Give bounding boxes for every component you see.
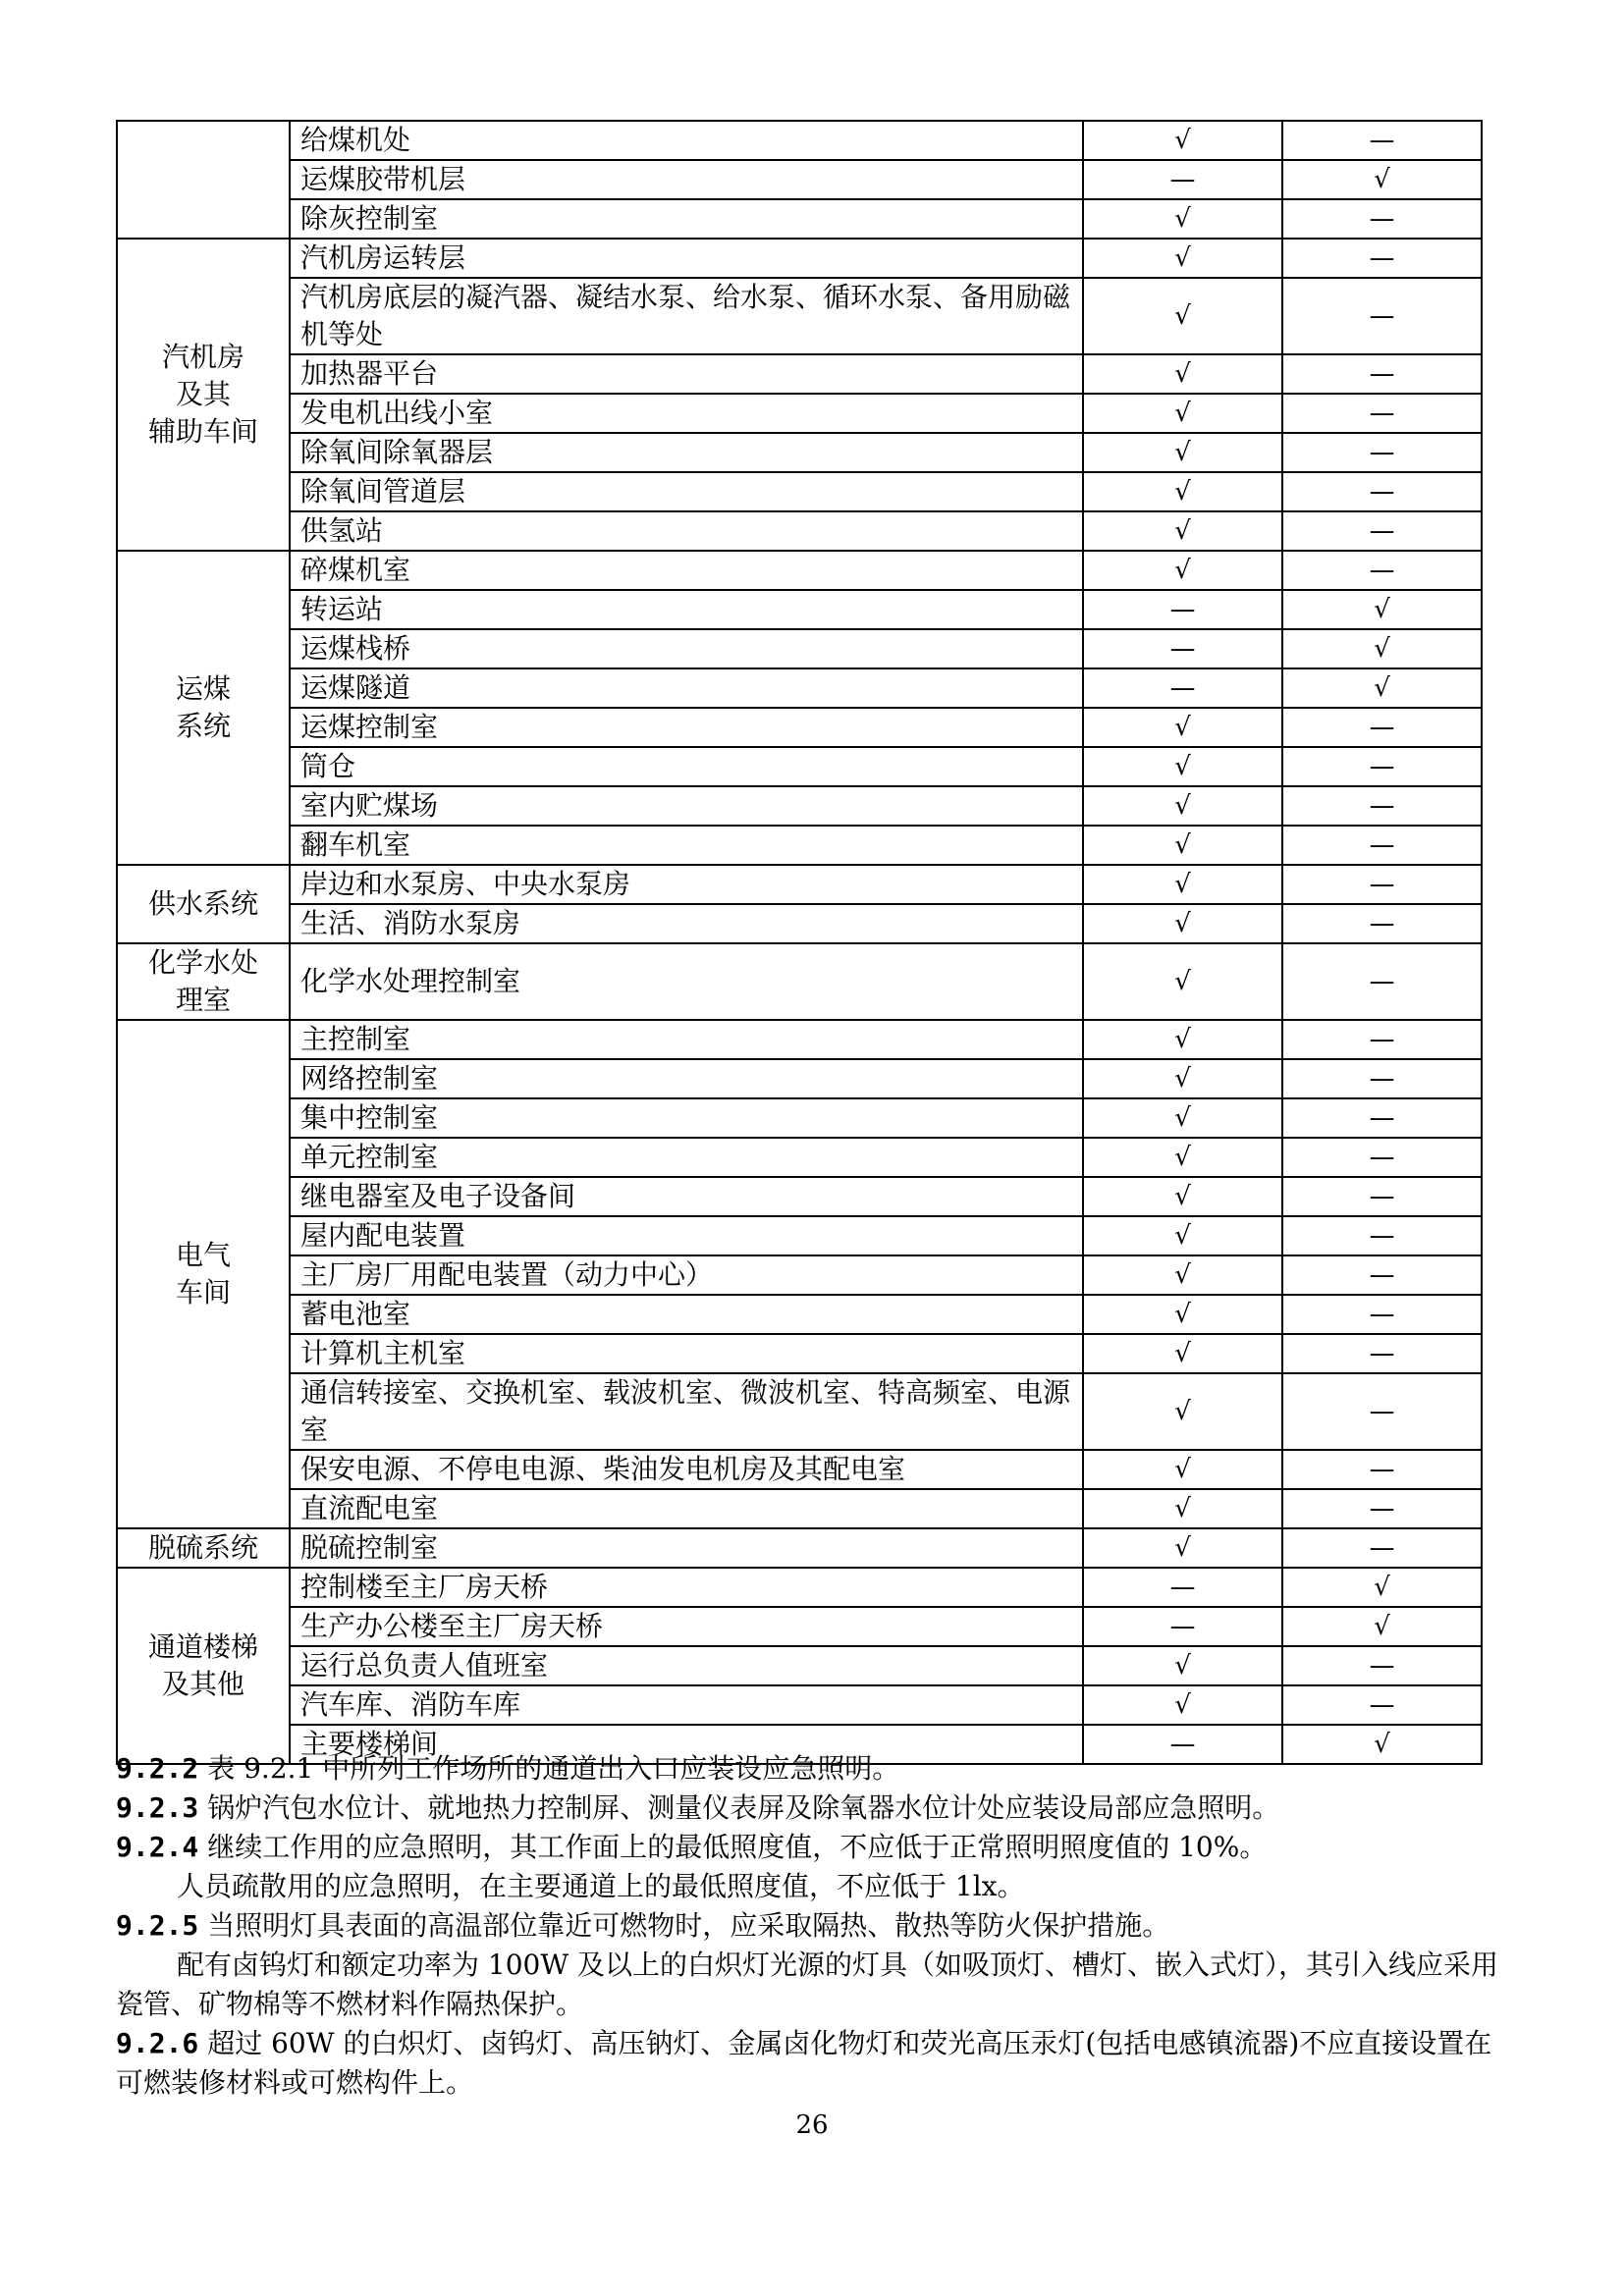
normal-mark-cell: √ <box>1083 747 1282 786</box>
normal-mark-cell: — <box>1083 1725 1282 1764</box>
emergency-mark-cell: — <box>1282 786 1482 826</box>
table-row <box>117 943 1482 1020</box>
emergency-mark-cell: √ <box>1282 629 1482 668</box>
emergency-mark-cell: — <box>1282 1685 1482 1725</box>
table-row <box>117 1059 1482 1098</box>
emergency-mark-cell: — <box>1282 239 1482 278</box>
location-cell: 除灰控制室 <box>290 199 1083 239</box>
table-row <box>117 590 1482 629</box>
clause-9-2-5 <box>116 1906 1510 1946</box>
location-cell: 直流配电室 <box>290 1489 1083 1528</box>
table-row <box>117 1568 1482 1607</box>
table-row <box>117 629 1482 668</box>
table-row <box>117 747 1482 786</box>
normal-mark-cell: √ <box>1083 278 1282 354</box>
clause-9-2-6 <box>116 2024 1510 2103</box>
emergency-mark-cell: — <box>1282 1059 1482 1098</box>
normal-mark-cell: — <box>1083 590 1282 629</box>
location-cell: 运行总负责人值班室 <box>290 1646 1083 1685</box>
table-row <box>117 160 1482 199</box>
normal-mark-cell: √ <box>1083 551 1282 590</box>
location-cell: 运煤胶带机层 <box>290 160 1083 199</box>
location-cell: 翻车机室 <box>290 826 1083 865</box>
location-cell: 主要楼梯间 <box>290 1725 1083 1764</box>
table-row <box>117 1334 1482 1373</box>
location-cell: 除氧间管道层 <box>290 472 1083 511</box>
group-label-line: 运煤 <box>175 672 231 705</box>
table-row <box>117 708 1482 747</box>
emergency-mark-cell: — <box>1282 1489 1482 1528</box>
location-cell: 碎煤机室 <box>290 551 1083 590</box>
table-row <box>117 394 1482 433</box>
table-row <box>117 786 1482 826</box>
location-cell: 生产办公楼至主厂房天桥 <box>290 1607 1083 1646</box>
emergency-mark-cell: — <box>1282 511 1482 551</box>
location-cell: 室内贮煤场 <box>290 786 1083 826</box>
clause-number: 9.2.2 <box>116 1752 199 1785</box>
emergency-mark-cell: — <box>1282 904 1482 943</box>
emergency-mark-cell: — <box>1282 394 1482 433</box>
emergency-mark-cell: √ <box>1282 160 1482 199</box>
clause-number: 9.2.6 <box>116 2027 199 2059</box>
location-cell: 主控制室 <box>290 1020 1083 1059</box>
location-cell: 除氧间除氧器层 <box>290 433 1083 472</box>
table-row <box>117 511 1482 551</box>
emergency-mark-cell: — <box>1282 708 1482 747</box>
table-row <box>117 433 1482 472</box>
emergency-mark-cell: — <box>1282 1528 1482 1568</box>
group-cell <box>117 1020 290 1528</box>
emergency-mark-cell: — <box>1282 1138 1482 1177</box>
group-cell <box>117 121 290 239</box>
normal-mark-cell: √ <box>1083 1216 1282 1255</box>
location-cell: 给煤机处 <box>290 121 1083 160</box>
table-row <box>117 278 1482 354</box>
clause-text: 继续工作用的应急照明，其工作面上的最低照度值，不应低于正常照明照度值的 10%。 <box>207 1831 1268 1863</box>
normal-mark-cell: √ <box>1083 433 1282 472</box>
normal-mark-cell: √ <box>1083 1373 1282 1450</box>
table-row <box>117 1685 1482 1725</box>
location-cell: 集中控制室 <box>290 1098 1083 1138</box>
normal-mark-cell: — <box>1083 629 1282 668</box>
normal-mark-cell: √ <box>1083 1177 1282 1216</box>
table-row <box>117 551 1482 590</box>
table-row <box>117 1177 1482 1216</box>
table-row <box>117 1255 1482 1295</box>
group-cell <box>117 943 290 1020</box>
table-row <box>117 1098 1482 1138</box>
normal-mark-cell: — <box>1083 1568 1282 1607</box>
location-cell: 化学水处理控制室 <box>290 943 1083 1020</box>
emergency-mark-cell: — <box>1282 826 1482 865</box>
location-cell: 蓄电池室 <box>290 1295 1083 1334</box>
location-cell: 汽车库、消防车库 <box>290 1685 1083 1725</box>
group-label-line: 化学水处 <box>147 946 258 979</box>
normal-mark-cell: √ <box>1083 1334 1282 1373</box>
normal-mark-cell: √ <box>1083 1489 1282 1528</box>
group-cell <box>117 1568 290 1764</box>
table-row <box>117 121 1482 160</box>
table-row <box>117 1646 1482 1685</box>
location-cell: 岸边和水泵房、中央水泵房 <box>290 865 1083 904</box>
table-row <box>117 472 1482 511</box>
location-cell: 汽机房底层的凝汽器、凝结水泵、给水泵、循环水泵、备用励磁机等处 <box>290 278 1083 354</box>
normal-mark-cell: √ <box>1083 1098 1282 1138</box>
group-cell <box>117 551 290 865</box>
normal-mark-cell: √ <box>1083 1255 1282 1295</box>
location-cell: 加热器平台 <box>290 354 1083 394</box>
emergency-mark-cell: — <box>1282 278 1482 354</box>
clause-text: 人员疏散用的应急照明，在主要通道上的最低照度值，不应低于 1lx。 <box>177 1870 1025 1902</box>
table-row <box>117 1216 1482 1255</box>
normal-mark-cell: √ <box>1083 511 1282 551</box>
normal-mark-cell: √ <box>1083 199 1282 239</box>
emergency-mark-cell: √ <box>1282 668 1482 708</box>
clause-9-2-3 <box>116 1789 1510 1828</box>
location-cell: 供氢站 <box>290 511 1083 551</box>
clause-text: 当照明灯具表面的高温部位靠近可燃物时，应采取隔热、散热等防火保护措施。 <box>207 1909 1170 1942</box>
normal-mark-cell: √ <box>1083 1685 1282 1725</box>
group-cell <box>117 1528 290 1568</box>
group-label-line: 电气 <box>175 1239 231 1271</box>
emergency-mark-cell: — <box>1282 1216 1482 1255</box>
table-row <box>117 1607 1482 1646</box>
table-row <box>117 199 1482 239</box>
group-label-line: 供水系统 <box>147 887 258 920</box>
clause-text: 配有卤钨灯和额定功率为 100W 及以上的白炽灯光源的灯具（如吸顶灯、槽灯、嵌入式灯），其引入线应采用瓷管、矿物棉等不燃材料作隔热保护。 <box>116 1949 1499 2020</box>
normal-mark-cell: √ <box>1083 354 1282 394</box>
location-cell: 运煤控制室 <box>290 708 1083 747</box>
emergency-mark-cell: — <box>1282 1255 1482 1295</box>
normal-mark-cell: — <box>1083 668 1282 708</box>
location-cell: 运煤隧道 <box>290 668 1083 708</box>
clause-number: 9.2.3 <box>116 1791 199 1824</box>
emergency-mark-cell: — <box>1282 1295 1482 1334</box>
normal-mark-cell: √ <box>1083 1020 1282 1059</box>
group-label-line: 及其他 <box>161 1668 244 1700</box>
normal-mark-cell: — <box>1083 1607 1282 1646</box>
clause-9-2-4 <box>116 1828 1510 1867</box>
normal-mark-cell: √ <box>1083 865 1282 904</box>
group-label-line: 脱硫系统 <box>147 1531 258 1564</box>
location-cell: 脱硫控制室 <box>290 1528 1083 1568</box>
emergency-mark-cell: — <box>1282 1646 1482 1685</box>
emergency-mark-cell: — <box>1282 1020 1482 1059</box>
normal-mark-cell: √ <box>1083 1059 1282 1098</box>
normal-mark-cell: √ <box>1083 472 1282 511</box>
normal-mark-cell: √ <box>1083 826 1282 865</box>
location-cell: 转运站 <box>290 590 1083 629</box>
clause-9-2-4-para2 <box>116 1867 1510 1906</box>
group-label-line: 辅助车间 <box>147 415 258 448</box>
location-cell: 屋内配电装置 <box>290 1216 1083 1255</box>
location-cell: 控制楼至主厂房天桥 <box>290 1568 1083 1607</box>
location-cell: 筒仓 <box>290 747 1083 786</box>
group-label-line: 汽机房 <box>161 341 244 373</box>
emergency-mark-cell: — <box>1282 1098 1482 1138</box>
emergency-mark-cell: √ <box>1282 1607 1482 1646</box>
location-cell: 通信转接室、交换机室、载波机室、微波机室、特高频室、电源室 <box>290 1373 1083 1450</box>
normal-mark-cell: √ <box>1083 121 1282 160</box>
group-label-line: 车间 <box>175 1276 231 1308</box>
emergency-mark-cell: √ <box>1282 1568 1482 1607</box>
table-row <box>117 1528 1482 1568</box>
clause-number: 9.2.4 <box>116 1831 199 1863</box>
normal-mark-cell: √ <box>1083 943 1282 1020</box>
emergency-mark-cell: — <box>1282 472 1482 511</box>
table-row <box>117 1489 1482 1528</box>
normal-mark-cell: √ <box>1083 1528 1282 1568</box>
clause-text: 超过 60W 的白炽灯、卤钨灯、高压钠灯、金属卤化物灯和荧光高压汞灯(包括电感镇流器)不应直接设置在可燃装修材料或可燃构件上。 <box>116 2027 1492 2099</box>
location-cell: 汽机房运转层 <box>290 239 1083 278</box>
table-row <box>117 1295 1482 1334</box>
emergency-mark-cell: — <box>1282 943 1482 1020</box>
location-cell: 发电机出线小室 <box>290 394 1083 433</box>
location-cell: 继电器室及电子设备间 <box>290 1177 1083 1216</box>
emergency-mark-cell: √ <box>1282 590 1482 629</box>
normal-mark-cell: — <box>1083 160 1282 199</box>
normal-mark-cell: √ <box>1083 708 1282 747</box>
clause-number: 9.2.5 <box>116 1909 199 1942</box>
normal-mark-cell: √ <box>1083 394 1282 433</box>
location-cell: 主厂房厂用配电装置（动力中心） <box>290 1255 1083 1295</box>
location-cell: 计算机主机室 <box>290 1334 1083 1373</box>
table-row <box>117 668 1482 708</box>
table-row <box>117 826 1482 865</box>
normal-mark-cell: √ <box>1083 1450 1282 1489</box>
clause-9-2-2 <box>116 1749 1510 1789</box>
emergency-mark-cell: — <box>1282 865 1482 904</box>
emergency-mark-cell: — <box>1282 1334 1482 1373</box>
clause-9-2-5-para2 <box>116 1946 1510 2024</box>
clause-text: 表 9.2.1 中所列工作场所的通道出入口应装设应急照明。 <box>207 1752 900 1785</box>
normal-mark-cell: √ <box>1083 1646 1282 1685</box>
emergency-mark-cell: — <box>1282 354 1482 394</box>
group-label-line: 系统 <box>175 710 231 742</box>
clause-text: 锅炉汽包水位计、就地热力控制屏、测量仪表屏及除氧器水位计处应装设局部应急照明。 <box>207 1791 1280 1824</box>
normal-mark-cell: √ <box>1083 1295 1282 1334</box>
emergency-mark-cell: — <box>1282 1373 1482 1450</box>
emergency-mark-cell: — <box>1282 1450 1482 1489</box>
location-cell: 运煤栈桥 <box>290 629 1083 668</box>
emergency-mark-cell: — <box>1282 199 1482 239</box>
location-cell: 单元控制室 <box>290 1138 1083 1177</box>
table-row <box>117 239 1482 278</box>
normal-mark-cell: √ <box>1083 786 1282 826</box>
emergency-mark-cell: — <box>1282 121 1482 160</box>
emergency-mark-cell: — <box>1282 433 1482 472</box>
table-row <box>117 1450 1482 1489</box>
normal-mark-cell: √ <box>1083 239 1282 278</box>
table-row <box>117 865 1482 904</box>
location-cell: 生活、消防水泵房 <box>290 904 1083 943</box>
emergency-mark-cell: — <box>1282 1177 1482 1216</box>
table-row <box>117 354 1482 394</box>
table-row <box>117 1020 1482 1059</box>
normal-mark-cell: √ <box>1083 1138 1282 1177</box>
table-row <box>117 1138 1482 1177</box>
location-cell: 网络控制室 <box>290 1059 1083 1098</box>
emergency-mark-cell: — <box>1282 551 1482 590</box>
emergency-mark-cell: — <box>1282 747 1482 786</box>
page-number: 26 <box>795 2110 829 2140</box>
group-cell <box>117 239 290 551</box>
group-label-line: 通道楼梯 <box>147 1630 258 1663</box>
group-label-line: 及其 <box>175 378 231 410</box>
group-label-line: 理室 <box>175 984 231 1016</box>
group-cell <box>117 865 290 943</box>
emergency-lighting-table <box>116 120 1483 1765</box>
location-cell: 保安电源、不停电电源、柴油发电机房及其配电室 <box>290 1450 1083 1489</box>
table-row <box>117 904 1482 943</box>
table-row <box>117 1373 1482 1450</box>
normal-mark-cell: √ <box>1083 904 1282 943</box>
emergency-mark-cell: √ <box>1282 1725 1482 1764</box>
